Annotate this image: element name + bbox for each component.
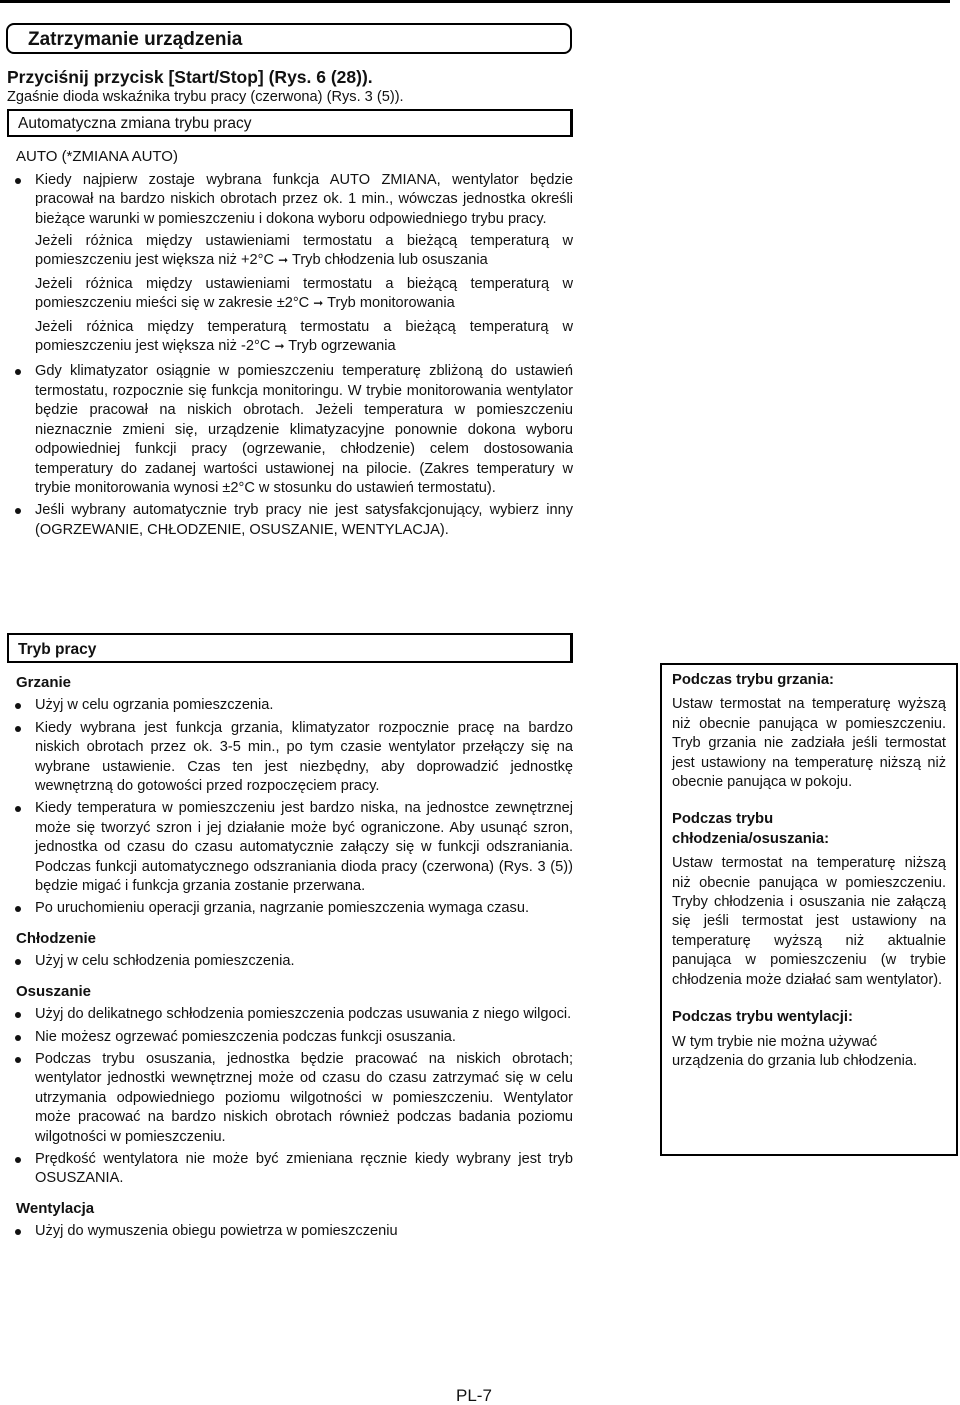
page-title: Zatrzymanie urządzenia <box>6 23 572 54</box>
auto-condition-1 <box>35 232 573 271</box>
list-item: Prędkość wentylatora nie może być zmieniana ręcznie kiedy wybrany jest tryb OSUSZANIA. <box>35 1150 573 1189</box>
stop-instruction: Przyciśnij przycisk [Start/Stop] (Rys. 6 (28)). <box>7 67 373 87</box>
modes-heading: Tryb pracy <box>7 633 573 663</box>
arrow-right-icon: ➞ <box>278 253 289 268</box>
list-item: Kiedy wybrana jest funkcja grzania, klimatyzator rozpocznie pracę na bardzo niskich obrotach przez ok. 3-5 min., po tym czasie wentylator przełączy się na wybrane ustawienie. Czas ten jest niezbędny, aby doprowadzić jednostkę wewnętrzną do gotowości przed rozpoczęciem pracy. <box>35 719 573 797</box>
drying-title: Osuszanie <box>16 982 92 1000</box>
condition-result: Tryb monitorowania <box>327 295 455 312</box>
list-item: Podczas trybu osuszania, jednostka będzie pracować na niskich obrotach; wentylator jednostki wewnętrznej może od czasu do czasu zatrzymać się w celu utrzymania odpowiedniego poziomu wilgotności w pomieszczeniu. Wentylator może pracować na bardzo niskich obrotach również podczas badania poziomu wilgotności w pomieszczeniu. <box>35 1050 573 1147</box>
condition-result: Tryb ogrzewania <box>288 338 396 355</box>
list-item: Gdy klimatyzator osiągnie w pomieszczeniu temperaturę zbliżoną do ustawień termostatu, rozpocznie się funkcja monitoringu. W trybie monitorowania wentylator będzie pracował na niskich obrotach. Jeżeli temperatura w pomieszczeniu nieznacznie zmieni się, urządzenie klimatyzacyjne ponownie dokona wyboru odpowiedniej funkcji pracy (ogrzewanie, chłodzenie) celem dostosowania temperatury do zadanej wartości ustawionej na pilocie. (Zakres temperatury w trybie monitorowania wynosi ±2°C w stosunku do ustawień termostatu). <box>35 362 573 498</box>
auto-section-heading: Automatyczna zmiana trybu pracy <box>7 109 573 137</box>
auto-condition-3 <box>35 318 573 357</box>
condition-text: Jeżeli różnica między temperaturą termostatu a bieżącą temperaturą w pomieszczeniu jest większa niż -2°C <box>35 318 573 355</box>
sidebar-cooling-text: Ustaw termostat na temperaturę niższą niż obecnie panująca w pomieszczeniu. Tryby chłodzenia i osuszania nie załączą się jeśli termostat jest ustawiony na temperaturę wyższą niż aktualnie panująca w pomieszczeniu (w trybie chłodzenia może działać sam wentylator). <box>672 855 946 988</box>
list-item: Użyj do wymuszenia obiegu powietrza w pomieszczeniu <box>35 1222 573 1241</box>
auto-list <box>7 171 573 229</box>
sidebar-cooling-title: Podczas trybu chłodzenia/osuszania: <box>672 811 830 847</box>
list-item: Jeśli wybrany automatycznie tryb pracy nie jest satysfakcjonujący, wybierz inny (OGRZEWANIE, CHŁODZENIE, OSUSZANIE, WENTYLACJA). <box>35 501 573 540</box>
sidebar-heating-text: Ustaw termostat na temperaturę wyższą niż obecnie panująca w pomieszczeniu. Tryb grzania nie zadziała jeśli termostat jest ustawiony na temperaturę niższą niż obecnie panująca w pokoju. <box>672 696 946 791</box>
drying-list <box>7 1005 573 1189</box>
sidebar-notes <box>660 663 958 1156</box>
condition-text: Jeżeli różnica między ustawieniami termostatu a bieżącą temperaturą w pomieszczeniu jest większa niż +2°C <box>35 233 573 269</box>
list-item: Użyj do delikatnego schłodzenia pomieszczenia podczas usuwania z niego wilgoci. <box>35 1005 573 1024</box>
condition-result: Tryb chłodzenia lub osuszania <box>291 252 488 269</box>
arrow-right-icon: ➞ <box>274 339 285 354</box>
page-number: PL-7 <box>456 1386 492 1405</box>
condition-text: Jeżeli różnica między ustawieniami termostatu a bieżącą temperaturą w pomieszczeniu mieści się w zakresie ±2°C <box>35 275 573 312</box>
cooling-title: Chłodzenie <box>16 929 97 947</box>
modes-column <box>7 633 573 1245</box>
list-item: Użyj w celu schłodzenia pomieszczenia. <box>35 952 573 971</box>
fan-list <box>7 1222 573 1241</box>
heating-title: Grzanie <box>16 674 72 691</box>
list-item: Nie możesz ogrzewać pomieszczenia podczas funkcji osuszania. <box>35 1028 573 1047</box>
sidebar-fan-text: W tym trybie nie można używać urządzenia do grzania lub chłodzenia. <box>672 1033 918 1069</box>
arrow-right-icon: ➞ <box>313 296 324 311</box>
auto-list-2 <box>7 362 573 540</box>
cooling-list <box>7 952 573 971</box>
list-item: Kiedy najpierw zostaje wybrana funkcja AUTO ZMIANA, wentylator będzie pracował na bardzo niskich obrotach przez ok. 1 min., wówczas jednostka określi bieżące warunki w pomieszczeniu i dokona wyboru odpowiedniego trybu pracy. <box>35 171 573 229</box>
sidebar-heating-title: Podczas trybu grzania: <box>672 672 834 688</box>
heating-list <box>7 696 573 918</box>
stop-note: Zgaśnie dioda wskaźnika trybu pracy (czerwona) (Rys. 3 (5)). <box>7 89 404 105</box>
list-item: Kiedy temperatura w pomieszczeniu jest bardzo niska, na jednostce zewnętrznej może się tworzyć szron i jej działanie może być ograniczone. Aby usunąć szron, jednostka od czasu do czasu automatycznie załączy się w funkcji odszraniania. Podczas funkcji automatycznego odszraniania dioda pracy (czerwona) (Rys. 3 (5)) będzie migać i funkcja grzania zostanie przerwana. <box>35 799 573 896</box>
list-item: Po uruchomieniu operacji grzania, nagrzanie pomieszczenia wymaga czasu. <box>35 899 573 918</box>
auto-lead: AUTO (*ZMIANA AUTO) <box>16 148 178 166</box>
fan-title: Wentylacja <box>16 1199 95 1217</box>
auto-condition-2 <box>35 275 573 314</box>
list-item: Użyj w celu ogrzania pomieszczenia. <box>35 696 573 715</box>
sidebar-fan-title: Podczas trybu wentylacji: <box>672 1009 853 1026</box>
main-column <box>7 66 573 543</box>
top-rule <box>0 0 950 3</box>
